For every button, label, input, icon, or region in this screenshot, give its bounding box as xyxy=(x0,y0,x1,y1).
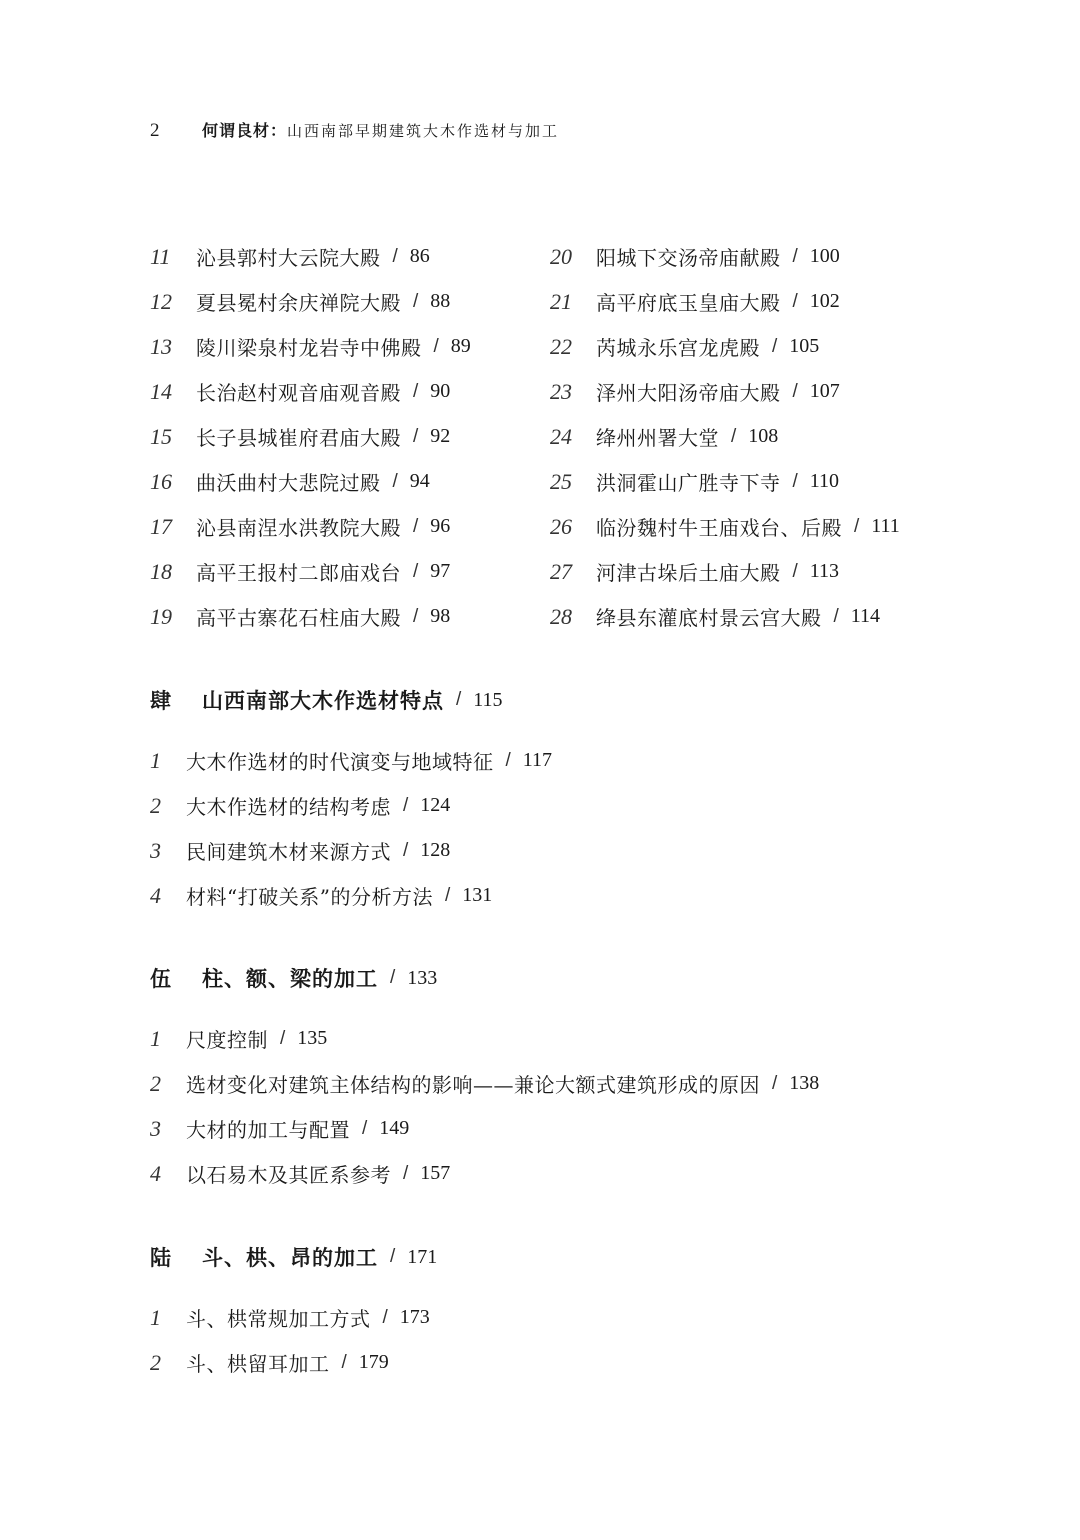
entry-page: 107 xyxy=(809,380,840,402)
title-colon: ： xyxy=(270,121,288,140)
entry-title: 斗、栱留耳加工 xyxy=(186,1352,330,1376)
toc-entry[interactable] xyxy=(150,414,550,459)
building-list-left xyxy=(150,234,550,639)
entry-separator: / xyxy=(792,290,798,312)
chapter-separator: / xyxy=(390,967,396,988)
entry-page: 111 xyxy=(871,515,900,537)
entry-separator: / xyxy=(392,245,398,267)
toc-entry[interactable] xyxy=(550,594,950,639)
chapter-5 xyxy=(150,958,1030,1196)
entry-separator: / xyxy=(403,839,409,861)
chapter-heading[interactable] xyxy=(150,1237,1030,1277)
entry-title: 以石易木及其匠系参考 xyxy=(186,1163,391,1187)
toc-entry[interactable] xyxy=(150,873,1030,918)
entry-title: 泽州大阳汤帝庙大殿 xyxy=(596,381,781,405)
entry-number: 26 xyxy=(550,513,572,539)
entry-number: 4 xyxy=(150,1160,161,1186)
entry-number: 25 xyxy=(550,468,572,494)
chapter-number: 肆 xyxy=(150,688,171,713)
entry-separator: / xyxy=(792,560,798,582)
toc-entry[interactable] xyxy=(150,504,550,549)
entry-number: 11 xyxy=(150,243,171,269)
entry-page: 113 xyxy=(809,560,840,582)
entry-separator: / xyxy=(341,1351,347,1373)
entry-separator: / xyxy=(772,335,778,357)
entry-title: 阳城下交汤帝庙献殿 xyxy=(596,246,781,270)
entry-title: 沁县郭村大云院大殿 xyxy=(196,246,381,270)
entry-title: 陵川梁泉村龙岩寺中佛殿 xyxy=(196,336,422,360)
entry-separator: / xyxy=(280,1027,286,1049)
entry-number: 20 xyxy=(550,243,572,269)
toc-entry[interactable] xyxy=(550,279,950,324)
toc-entry[interactable] xyxy=(150,783,1030,828)
entry-title: 高平古寨花石柱庙大殿 xyxy=(196,606,401,630)
entry-title: 斗、栱常规加工方式 xyxy=(186,1307,371,1331)
entry-page: 124 xyxy=(420,794,451,816)
chapter-4 xyxy=(150,680,1030,918)
chapter-items xyxy=(150,738,1030,918)
entry-title: 长治赵村观音庙观音殿 xyxy=(196,381,401,405)
entry-page: 105 xyxy=(789,335,820,357)
entry-separator: / xyxy=(403,1162,409,1184)
entry-title: 民间建筑木材来源方式 xyxy=(186,840,391,864)
entry-page: 98 xyxy=(430,605,451,627)
toc-entry[interactable] xyxy=(150,234,550,279)
entry-number: 16 xyxy=(150,468,172,494)
running-header xyxy=(150,118,559,146)
toc-entry[interactable] xyxy=(550,369,950,414)
entry-page: 114 xyxy=(850,605,881,627)
toc-entry[interactable] xyxy=(150,594,550,639)
entry-number: 13 xyxy=(150,333,172,359)
entry-title: 绛县东灌底村景云宫大殿 xyxy=(596,606,822,630)
toc-entry[interactable] xyxy=(150,1016,1030,1061)
entry-page: 128 xyxy=(420,839,451,861)
entry-page: 102 xyxy=(809,290,840,312)
entry-number: 1 xyxy=(150,1025,161,1051)
entry-separator: / xyxy=(505,749,511,771)
toc-entry[interactable] xyxy=(150,1295,1030,1340)
entry-separator: / xyxy=(772,1072,778,1094)
toc-entry[interactable] xyxy=(550,459,950,504)
entry-separator: / xyxy=(854,515,860,537)
entry-title: 洪洞霍山广胜寺下寺 xyxy=(596,471,781,495)
entry-title: 尺度控制 xyxy=(186,1028,268,1052)
entry-title: 大材的加工与配置 xyxy=(186,1118,350,1142)
entry-title: 选材变化对建筑主体结构的影响——兼论大额式建筑形成的原因 xyxy=(186,1073,760,1097)
chapter-title: 柱、额、梁的加工 xyxy=(202,966,378,991)
chapter-title: 斗、栱、昂的加工 xyxy=(202,1245,378,1270)
entry-separator: / xyxy=(433,335,439,357)
entry-number: 14 xyxy=(150,378,172,404)
entry-separator: / xyxy=(444,884,451,906)
entry-number: 21 xyxy=(550,288,572,314)
entry-separator: / xyxy=(362,1117,368,1139)
toc-entry[interactable] xyxy=(150,549,550,594)
entry-number: 19 xyxy=(150,603,172,629)
toc-entry[interactable] xyxy=(550,504,950,549)
chapter-page: 115 xyxy=(473,688,503,711)
entry-page: 100 xyxy=(809,245,840,267)
entry-title: 材料“打破关系”的分析方法 xyxy=(186,885,433,909)
entry-page: 135 xyxy=(297,1027,328,1049)
entry-number: 3 xyxy=(150,1115,161,1141)
toc-entry[interactable] xyxy=(150,1061,1030,1106)
entry-number: 1 xyxy=(150,1304,161,1330)
entry-title: 长子县城崔府君庙大殿 xyxy=(196,426,401,450)
entry-page: 97 xyxy=(430,560,451,582)
entry-number: 23 xyxy=(550,378,572,404)
entry-page: 157 xyxy=(420,1162,451,1184)
entry-page: 117 xyxy=(522,749,553,771)
chapter-separator: / xyxy=(456,689,462,710)
toc-entry[interactable] xyxy=(150,1151,1030,1196)
entry-separator: / xyxy=(413,380,419,402)
entry-separator: / xyxy=(413,425,419,447)
toc-entry[interactable] xyxy=(550,414,950,459)
entry-page: 179 xyxy=(358,1351,389,1373)
entry-number: 17 xyxy=(150,513,172,539)
entry-separator: / xyxy=(413,560,419,582)
entry-page: 108 xyxy=(748,425,779,447)
chapter-page: 133 xyxy=(407,966,438,989)
entry-title: 夏县冕村余庆禅院大殿 xyxy=(196,291,401,315)
entry-separator: / xyxy=(792,380,798,402)
page-number: 2 xyxy=(150,120,160,141)
toc-entry[interactable] xyxy=(550,324,950,369)
book-title: 何谓良材 xyxy=(202,121,271,140)
entry-title: 高平王报村二郎庙戏台 xyxy=(196,561,401,585)
entry-number: 22 xyxy=(550,333,572,359)
entry-page: 110 xyxy=(809,470,840,492)
chapter-heading[interactable] xyxy=(150,958,1030,998)
entry-title: 绛州州署大堂 xyxy=(596,426,719,450)
chapter-6 xyxy=(150,1237,1030,1385)
toc-entry[interactable] xyxy=(150,369,550,414)
entry-title: 曲沃曲村大悲院过殿 xyxy=(196,471,381,495)
entry-separator: / xyxy=(413,290,419,312)
toc-entry[interactable] xyxy=(550,234,950,279)
entry-number: 3 xyxy=(150,837,161,863)
entry-separator: / xyxy=(413,605,419,627)
entry-page: 92 xyxy=(430,425,451,447)
entry-title: 沁县南涅水洪教院大殿 xyxy=(196,516,401,540)
chapter-heading[interactable] xyxy=(150,680,1030,720)
building-list xyxy=(150,234,950,639)
toc-entry[interactable] xyxy=(150,1106,1030,1151)
entry-page: 149 xyxy=(379,1117,410,1139)
entry-page: 86 xyxy=(409,245,430,267)
building-list-right xyxy=(550,234,950,639)
entry-separator: / xyxy=(403,794,409,816)
entry-page: 94 xyxy=(409,470,430,492)
entry-page: 138 xyxy=(789,1072,820,1094)
entry-number: 27 xyxy=(550,558,572,584)
entry-separator: / xyxy=(413,515,419,537)
entry-separator: / xyxy=(792,470,798,492)
entry-separator: / xyxy=(833,605,839,627)
entry-page: 90 xyxy=(430,380,451,402)
chapter-number: 伍 xyxy=(150,966,171,991)
entry-title: 临汾魏村牛王庙戏台、后殿 xyxy=(596,516,842,540)
entry-title: 大木作选材的结构考虑 xyxy=(186,795,391,819)
book-subtitle: 山西南部早期建筑大木作选材与加工 xyxy=(287,122,560,140)
entry-number: 2 xyxy=(150,1070,161,1096)
entry-number: 12 xyxy=(150,288,172,314)
toc-entry[interactable] xyxy=(150,738,1030,783)
entry-page: 173 xyxy=(399,1306,430,1328)
entry-number: 15 xyxy=(150,423,172,449)
entry-number: 18 xyxy=(150,558,172,584)
entry-separator: / xyxy=(792,245,798,267)
entry-page: 131 xyxy=(462,884,493,906)
entry-title: 大木作选材的时代演变与地域特征 xyxy=(186,750,494,774)
entry-separator: / xyxy=(731,425,737,447)
entry-title: 河津古垛后土庙大殿 xyxy=(596,561,781,585)
entry-page: 96 xyxy=(430,515,451,537)
toc-entry[interactable] xyxy=(150,324,550,369)
entry-title: 芮城永乐宫龙虎殿 xyxy=(596,336,760,360)
chapter-separator: / xyxy=(390,1246,396,1267)
entry-number: 2 xyxy=(150,1349,161,1375)
entry-page: 89 xyxy=(450,335,471,357)
entry-title: 高平府底玉皇庙大殿 xyxy=(596,291,781,315)
entry-number: 1 xyxy=(150,747,161,773)
entry-separator: / xyxy=(382,1306,388,1328)
entry-separator: / xyxy=(392,470,398,492)
toc-entry[interactable] xyxy=(150,828,1030,873)
entry-number: 2 xyxy=(150,792,161,818)
entry-number: 28 xyxy=(550,603,572,629)
toc-entry[interactable] xyxy=(550,549,950,594)
chapter-title: 山西南部大木作选材特点 xyxy=(202,688,444,713)
chapter-items xyxy=(150,1295,1030,1385)
toc-entry[interactable] xyxy=(150,459,550,504)
chapter-page: 171 xyxy=(407,1245,438,1268)
toc-entry[interactable] xyxy=(150,279,550,324)
chapter-number: 陆 xyxy=(150,1245,171,1270)
entry-page: 88 xyxy=(430,290,451,312)
entry-number: 4 xyxy=(150,882,161,908)
toc-entry[interactable] xyxy=(150,1340,1030,1385)
chapter-items xyxy=(150,1016,1030,1196)
entry-number: 24 xyxy=(550,423,572,449)
